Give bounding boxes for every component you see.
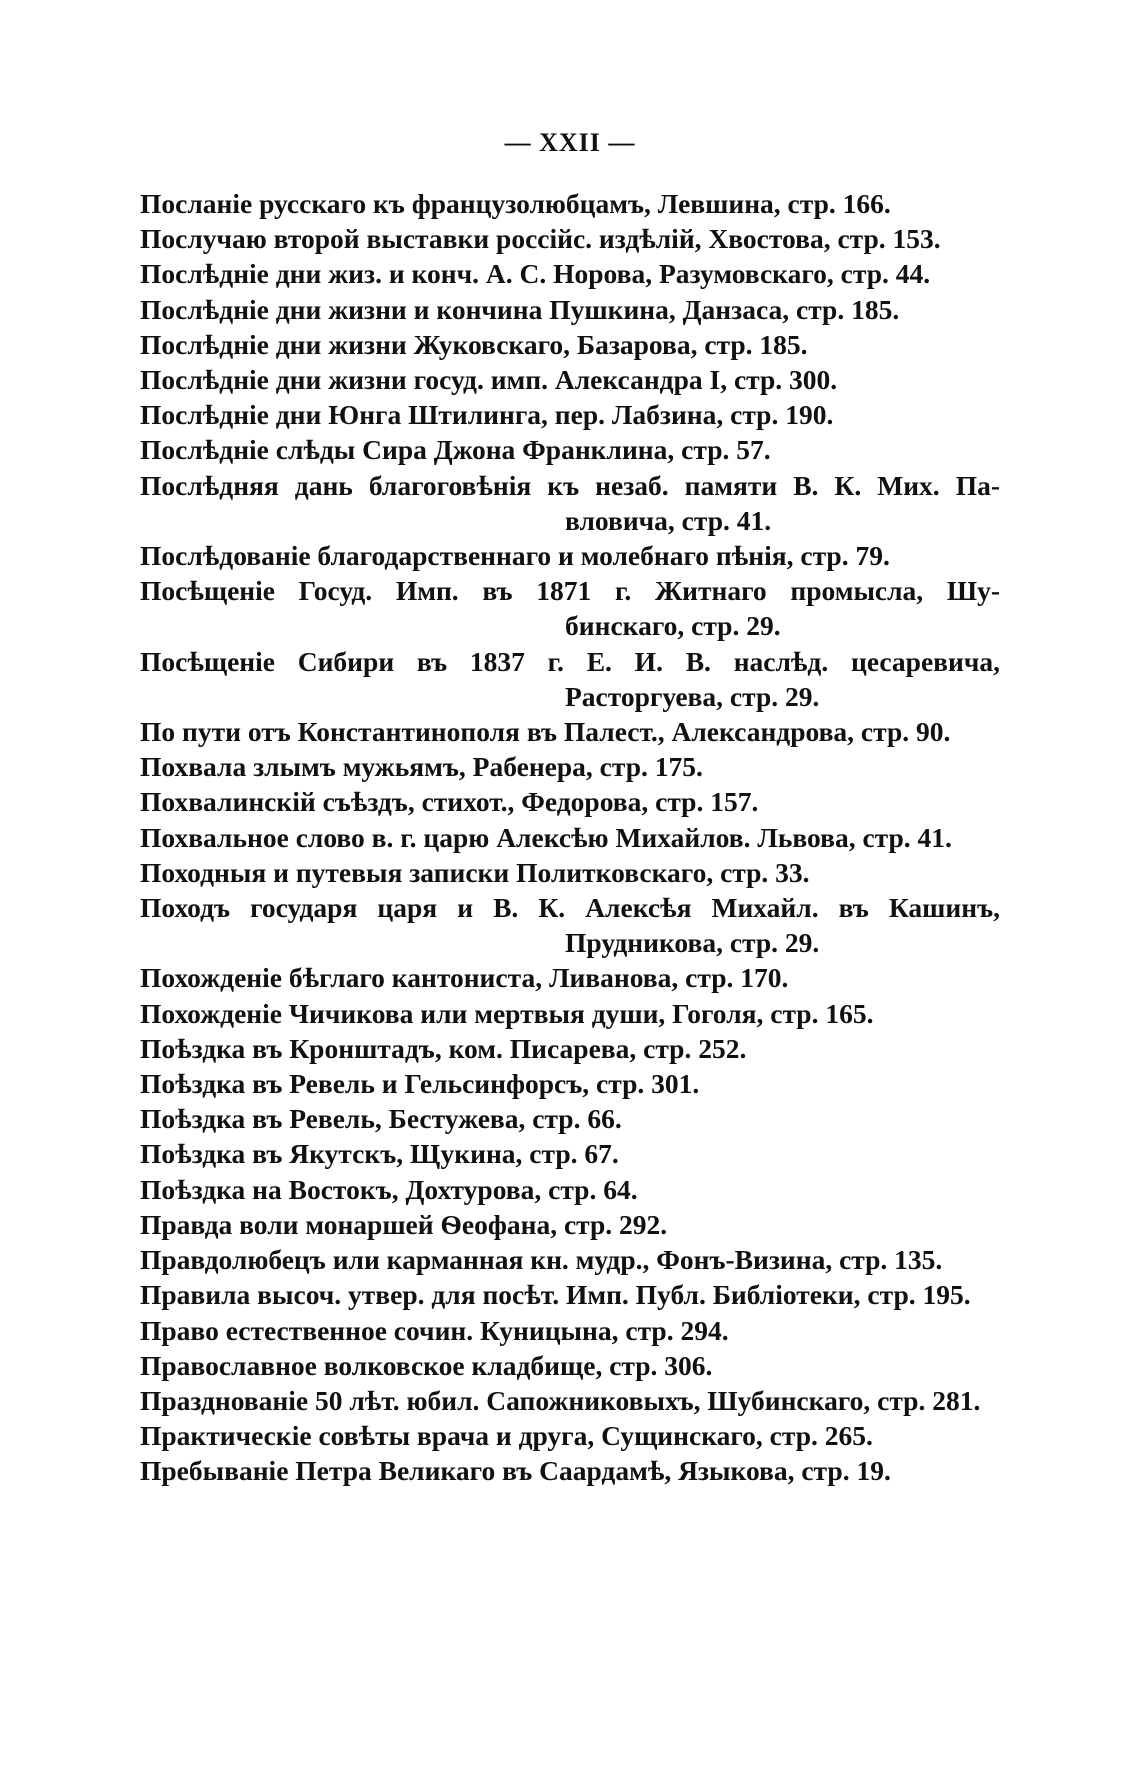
index-entry [140, 1031, 1000, 1066]
index-entry [140, 749, 1000, 784]
index-entry [140, 1348, 1000, 1383]
index-entry [140, 432, 1000, 467]
index-entry [140, 855, 1000, 890]
index-entry-text: Послѣдованіе благодарственнаго и молебнаго пѣнія, стр. 79. [140, 540, 890, 572]
index-entry-text: Право естественное сочин. Куницына, стр. 294. [140, 1314, 729, 1346]
index-entry [140, 784, 1000, 819]
index-entry-text: Походныя и путевыя записки Политковскаго, стр. 33. [140, 856, 810, 888]
index-entry-text: Правда воли монаршей Ѳеофана, стр. 292. [140, 1208, 668, 1240]
index-entry [140, 644, 1000, 714]
index-entry [140, 1242, 1000, 1277]
index-entry [140, 1101, 1000, 1136]
index-entry [140, 573, 1000, 643]
index-entry [140, 186, 1000, 221]
index-entry-text: Похвальное слово в. г. царю Алексѣю Михайлов. Львова, стр. 41. [140, 821, 952, 853]
index-entry [140, 1066, 1000, 1101]
index-entry-text: Похожденіе бѣглаго кантониста, Ливанова, стр. 170. [140, 962, 789, 994]
index-entry-text: Поѣздка въ Ревель и Гельсинфорсъ, стр. 301. [140, 1068, 700, 1100]
index-entry-continuation: бинскаго, стр. 29. [565, 610, 781, 642]
index-entry-text: Практическіе совѣты врача и друга, Сущинскаго, стр. 265. [140, 1420, 873, 1452]
index-entry-text: Послѣдняя дань благоговѣнія къ незаб. памяти В. К. Мих. Па- [140, 469, 1000, 501]
index-entry [140, 1136, 1000, 1171]
index-entry [140, 1313, 1000, 1348]
index-entry-text: Послѣдніе дни жиз. и конч. А. С. Норова, Разумовскаго, стр. 44. [140, 258, 931, 290]
index-entry [140, 397, 1000, 432]
index-entry-text: Пребываніе Петра Великаго въ Саардамѣ, Языкова, стр. 19. [140, 1455, 891, 1487]
index-entry-text: Послѣдніе дни жизни и кончина Пушкина, Данзаса, стр. 185. [140, 293, 900, 325]
index-entry-text: Поѣздка въ Кронштадъ, ком. Писарева, стр. 252. [140, 1032, 747, 1064]
index-entry [140, 820, 1000, 855]
index-entry-text: Послѣдніе дни жизни Жуковскаго, Базарова, стр. 185. [140, 328, 808, 360]
index-entry [140, 996, 1000, 1031]
index-entry [140, 1172, 1000, 1207]
index-entry [140, 960, 1000, 995]
index-entry [140, 1453, 1000, 1488]
index-entry-continuation: Прудникова, стр. 29. [565, 927, 820, 959]
index-entry [140, 538, 1000, 573]
index-entry [140, 890, 1000, 960]
index-entry-text: Послучаю второй выставки россійс. издѣлій, Хвостова, стр. 153. [140, 223, 941, 255]
index-entry-text: Правила высоч. утвер. для посѣт. Имп. Публ. Библіотеки, стр. 195. [140, 1279, 971, 1311]
index-entry [140, 362, 1000, 397]
index-entry [140, 327, 1000, 362]
index-entry-text: Похвала злымъ мужьямъ, Рабенера, стр. 175. [140, 751, 703, 783]
index-entry [140, 468, 1000, 538]
index-entry [140, 256, 1000, 291]
index-entry-text: Походъ государя царя и В. К. Алексѣя Михайл. въ Кашинъ, [140, 892, 1000, 924]
index-entry [140, 714, 1000, 749]
index-entry-text: Правдолюбецъ или карманная кн. мудр., Фонъ-Визина, стр. 135. [140, 1244, 943, 1276]
index-entry-text: Поѣздка на Востокъ, Дохтурова, стр. 64. [140, 1173, 638, 1205]
index-entry-text: Посѣщеніе Сибири въ 1837 г. Е. И. В. наслѣд. цесаревича, [140, 645, 1000, 677]
index-entry-list [140, 186, 1000, 1489]
index-entry-text: Похвалинскій съѣздъ, стихот., Федорова, стр. 157. [140, 786, 759, 818]
index-entry-continuation: Расторгуева, стр. 29. [565, 680, 820, 712]
index-entry-continuation: вловича, стр. 41. [565, 504, 772, 536]
index-entry-text: Посланіе русскаго къ французолюбцамъ, Левшина, стр. 166. [140, 188, 891, 219]
index-entry [140, 1418, 1000, 1453]
index-entry [140, 221, 1000, 256]
index-entry-text: Празднованіе 50 лѣт. юбил. Сапожниковыхъ, Шубинскаго, стр. 281. [140, 1384, 981, 1416]
index-entry-text: По пути отъ Константинополя въ Палест., Александрова, стр. 90. [140, 716, 951, 748]
index-entry-text: Поѣздка въ Якутскъ, Щукина, стр. 67. [140, 1138, 619, 1170]
index-entry-text: Посѣщеніе Госуд. Имп. въ 1871 г. Житнаго промысла, Шу- [140, 575, 1000, 607]
index-entry-text: Похожденіе Чичикова или мертвыя души, Гоголя, стр. 165. [140, 997, 874, 1029]
index-entry-text: Поѣздка въ Ревель, Бестужева, стр. 66. [140, 1103, 622, 1135]
index-entry [140, 1277, 1000, 1312]
index-entry-text: Послѣдніе дни жизни госуд. имп. Александра I, стр. 300. [140, 364, 838, 396]
index-entry-text: Православное волковское кладбище, стр. 306. [140, 1349, 713, 1381]
index-entry-text: Послѣдніе слѣды Сира Джона Франклина, стр. 57. [140, 434, 771, 466]
index-entry [140, 1207, 1000, 1242]
index-entry [140, 292, 1000, 327]
page-number: — XXII — [504, 128, 636, 157]
index-entry [140, 1383, 1000, 1418]
index-entry-text: Послѣдніе дни Юнга Штилинга, пер. Лабзина, стр. 190. [140, 399, 834, 431]
